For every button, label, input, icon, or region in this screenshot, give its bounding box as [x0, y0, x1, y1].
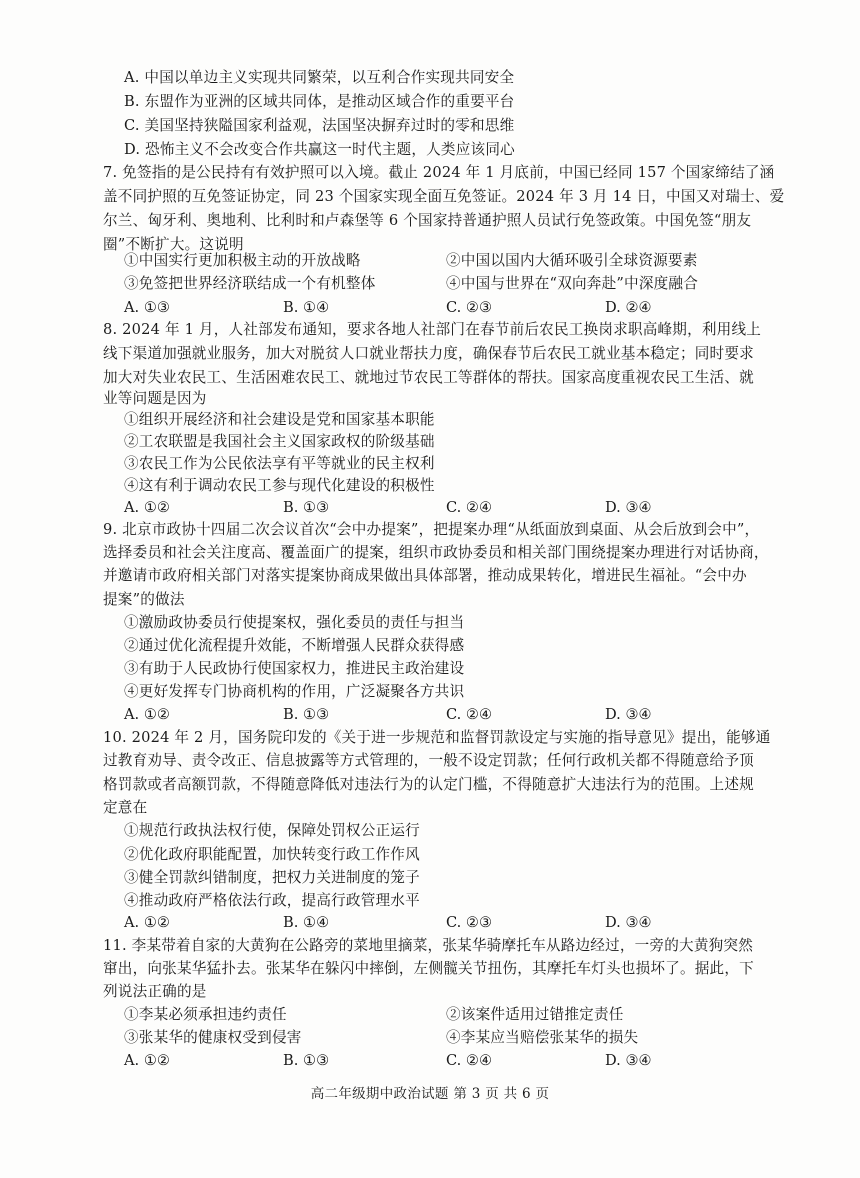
- q6-option-a: A. 中国以单边主义实现共同繁荣，以互利合作实现共同安全: [124, 69, 515, 86]
- q7-option-b: B. ①④: [283, 299, 330, 316]
- q11-item-1: ①李某必须承担违约责任: [124, 1006, 287, 1023]
- q9-stem-line: 并邀请市政府相关部门对落实提案协商成果做出具体部署，推动成果转化，增进民生福祉。“会中办: [103, 567, 747, 584]
- q8-option-d: D. ③④: [605, 499, 652, 516]
- q10-stem-line: 定意在: [103, 799, 148, 816]
- q11-stem-line: 窜出，向张某华猛扑去。张某华在躲闪中摔倒，左侧髋关节扭伤，其摩托车灯头也损坏了。据此，下: [103, 960, 754, 977]
- q11-stem-line: 11. 李某带着自家的大黄狗在公路旁的菜地里摘菜，张某华骑摩托车从路边经过，一旁的大黄狗突然: [103, 937, 753, 954]
- q10-stem-line: 10. 2024 年 2 月，国务院印发的《关于进一步规范和监督罚款设定与实施的指导意见》提出，能够通: [103, 729, 771, 746]
- q7-option-d: D. ②④: [605, 299, 652, 316]
- q8-stem-line: 8. 2024 年 1 月，人社部发布通知，要求各地人社部门在春节前后农民工换岗求职高峰期，利用线上: [103, 321, 762, 338]
- q8-stem-line: 线下渠道加强就业服务，加大对脱贫人口就业帮扶力度，确保春节后农民工就业基本稳定；同时要求: [103, 345, 754, 362]
- q10-item-1: ①规范行政执法权行使，保障处罚权公正运行: [124, 822, 420, 839]
- q11-option-d: D. ③④: [605, 1052, 652, 1069]
- q9-option-a: A. ①②: [124, 706, 170, 723]
- q11-item-2: ②该案件适用过错推定责任: [446, 1006, 624, 1023]
- q11-option-a: A. ①②: [124, 1052, 170, 1069]
- q8-item-3: ③农民工作为公民依法享有平等就业的民主权利: [124, 455, 435, 472]
- q10-item-2: ②优化政府职能配置，加快转变行政工作作风: [124, 846, 420, 863]
- q6-option-c: C. 美国坚持狭隘国家利益观，法国坚决摒弃过时的零和思维: [124, 117, 515, 134]
- q8-item-2: ②工农联盟是我国社会主义国家政权的阶级基础: [124, 433, 435, 450]
- q11-option-c: C. ②④: [446, 1052, 493, 1069]
- q7-option-a: A. ①③: [124, 299, 170, 316]
- q8-option-b: B. ①③: [283, 499, 330, 516]
- q9-option-c: C. ②④: [446, 706, 493, 723]
- q7-stem-line: 7. 免签指的是公民持有有效护照可以入境。截止 2024 年 1 月底前，中国已经同 157 个国家缔结了涵: [103, 164, 775, 181]
- q7-option-c: C. ②③: [446, 299, 493, 316]
- q10-option-b: B. ①④: [283, 914, 330, 931]
- q10-stem-line: 过教育劝导、责令改正、信息披露等方式管理的，一般不设定罚款；任何行政机关都不得随意给予顶: [103, 752, 754, 769]
- q7-stem-line: 圈”不断扩大。这说明: [103, 236, 244, 253]
- q11-item-4: ④李某应当赔偿张某华的损失: [446, 1029, 639, 1046]
- q7-stem-line: 盖不同护照的互免签证协定，同 23 个国家实现全面互免签证。2024 年 3 月 14 日，中国又对瑞士、爱: [103, 188, 785, 205]
- q6-option-d: D. 恐怖主义不会改变合作共赢这一时代主题，人类应该同心: [124, 141, 515, 158]
- q6-option-b: B. 东盟作为亚洲的区域共同体，是推动区域合作的重要平台: [124, 93, 515, 110]
- q11-stem-line: 列说法正确的是: [103, 983, 207, 1000]
- q11-item-3: ③张某华的健康权受到侵害: [124, 1029, 302, 1046]
- q8-option-a: A. ①②: [124, 499, 170, 516]
- q10-stem-line: 格罚款或者高额罚款，不得随意降低对违法行为的认定门槛，不得随意扩大违法行为的范围。上述规: [103, 776, 754, 793]
- q7-stem-line: 尔兰、匈牙利、奥地利、比利时和卢森堡等 6 个国家持普通护照人员试行免签政策。中国免签“朋友: [103, 212, 752, 229]
- q8-option-c: C. ②④: [446, 499, 493, 516]
- q7-item-4: ④中国与世界在“双向奔赴”中深度融合: [446, 275, 699, 292]
- q8-item-1: ①组织开展经济和社会建设是党和国家基本职能: [124, 411, 435, 428]
- q10-option-c: C. ②③: [446, 914, 493, 931]
- q9-stem-line: 选择委员和社会关注度高、覆盖面广的提案，组织市政协委员和相关部门围绕提案办理进行对话协商，: [103, 544, 769, 561]
- q11-option-b: B. ①③: [283, 1052, 330, 1069]
- q9-stem-line: 9. 北京市政协十四届二次会议首次“会中办提案”，把提案办理“从纸面放到桌面、从会后放到会中”，: [103, 521, 760, 538]
- q9-item-1: ①激励政协委员行使提案权，强化委员的责任与担当: [124, 614, 465, 631]
- q8-stem-line: 业等问题是因为: [103, 390, 207, 407]
- q9-stem-line: 提案”的做法: [103, 591, 185, 608]
- page-footer: 高二年级期中政治试题 第 3 页 共 6 页: [310, 1086, 550, 1102]
- q10-item-3: ③健全罚款纠错制度，把权力关进制度的笼子: [124, 869, 420, 886]
- q9-item-4: ④更好发挥专门协商机构的作用，广泛凝聚各方共识: [124, 683, 465, 700]
- q8-stem-line: 加大对失业农民工、生活困难农民工、就地过节农民工等群体的帮扶。国家高度重视农民工生活、就: [103, 369, 754, 386]
- q9-item-2: ②通过优化流程提升效能，不断增强人民群众获得感: [124, 637, 465, 654]
- q9-option-d: D. ③④: [605, 706, 652, 723]
- q10-item-4: ④推动政府严格依法行政，提高行政管理水平: [124, 892, 420, 909]
- q10-option-d: D. ③④: [605, 914, 652, 931]
- q9-item-3: ③有助于人民政协行使国家权力，推进民主政治建设: [124, 660, 465, 677]
- q7-item-1: ①中国实行更加积极主动的开放战略: [124, 252, 361, 269]
- q9-option-b: B. ①③: [283, 706, 330, 723]
- q7-item-3: ③免签把世界经济联结成一个有机整体: [124, 275, 376, 292]
- q10-option-a: A. ①②: [124, 914, 170, 931]
- q7-item-2: ②中国以国内大循环吸引全球资源要素: [446, 252, 698, 269]
- q8-item-4: ④这有利于调动农民工参与现代化建设的积极性: [124, 477, 435, 494]
